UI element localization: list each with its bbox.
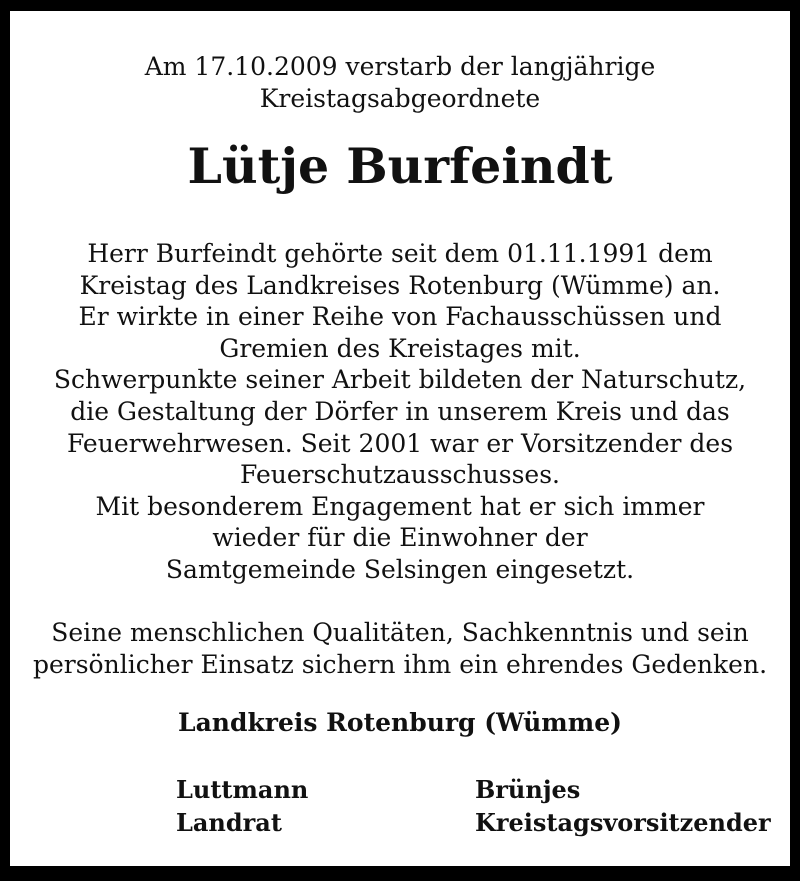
tribute-line: Mit besonderem Engagement hat er sich immer [95,491,705,521]
tribute-line: Herr Burfeindt gehörte seit dem 01.11.1991 dem [87,239,713,268]
signer-landrat [176,773,308,839]
tribute-line: Feuerwehrwesen. Seit 2001 war er Vorsitzender des [66,428,734,458]
tribute-line: Schwerpunkte seiner Arbeit bildeten der Naturschutz, [53,365,747,395]
signer-kreistagsvorsitzender [475,773,771,839]
obituary-notice [10,11,790,866]
signer-title: Kreistagsvorsitzender [475,808,771,837]
closing-line: Seine menschlichen Qualitäten, Sachkenntnis und sein [51,618,749,647]
signer-title: Landrat [176,808,282,837]
deceased-name: Lütje Burfeindt [187,137,613,195]
tribute-line: wieder für die Einwohner der [212,523,588,553]
signer-name: Brünjes [475,775,581,804]
tribute-line: Kreistag des Landkreises Rotenburg (Wümme) an. [79,270,721,300]
tribute-line: Er wirkte in einer Reihe von Fachausschüssen und [78,302,722,332]
tribute-text [10,238,790,586]
intro-text [10,51,790,115]
tribute-line: Feuerschutzausschusses. [240,460,560,490]
closing-line: persönlicher Einsatz sichern ihm ein ehrendes Gedenken. [32,649,768,679]
tribute-line: die Gestaltung der Dörfer in unserem Kreis und das [70,396,730,426]
tribute-line: Gremien des Kreistages mit. [219,333,581,363]
signer-name: Luttmann [176,775,309,804]
tribute-line: Samtgemeinde Selsingen eingesetzt. [165,554,635,584]
closing-text [10,617,790,680]
intro-line: Am 17.10.2009 verstarb der langjährige [144,52,656,81]
intro-line: Kreistagsabgeordnete [259,84,541,113]
organization-name: Landkreis Rotenburg (Wümme) [178,708,622,737]
